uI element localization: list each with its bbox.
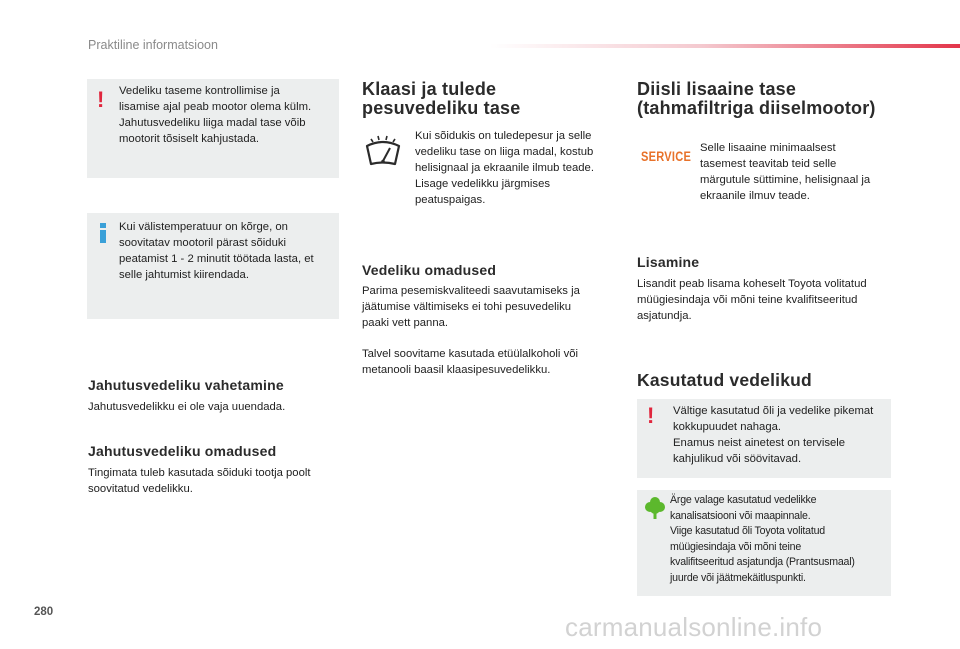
section-heading-coolant-change: Jahutusvedeliku vahetamine [88,377,284,393]
text-line: kahjulikud või söövitavad. [673,453,802,465]
warning-text [673,403,887,467]
info-text [119,219,335,283]
text-line: Lisandit peab lisama koheselt Toyota volitatud [637,278,867,290]
text-line: kvalifitseeritud asjatundja (Prantsusmaal) [670,556,855,569]
windscreen-washer-icon [362,134,404,168]
warning-text [119,83,335,147]
heading-line: Diisli lisaaine tase [637,79,797,99]
warning-icon: ! [647,403,655,428]
paragraph [637,276,897,324]
paragraph [362,346,612,378]
text-line: metanooli baasil klaasipesuvedelikku. [362,364,551,376]
text-line: peatamist 1 - 2 minutit töötada lasta, et [119,253,314,265]
info-icon [99,223,107,243]
paragraph [88,399,338,415]
text-line: Vedeliku taseme kontrollimise ja [119,85,280,97]
paragraph [88,465,338,497]
text-line: Talvel soovitame kasutada etüülalkoholi või [362,348,579,360]
warning-box-coolant [87,79,339,178]
text-line: soovitatud vedelikku. [88,483,193,495]
service-text [700,140,890,204]
text-line: peatuspaigas. [415,194,486,206]
text-line: kokkupuudet nahaga. [673,421,782,433]
text-line: helisignaal ja ekraanile ilmub teade. [415,162,594,174]
section-heading-fluid-properties: Vedeliku omadused [362,262,497,278]
section-heading-diesel-additive [637,80,927,118]
text-line: mootorit tõsiselt kahjustada. [119,133,260,145]
section-title: Praktiline informatsioon [88,38,218,52]
heading-line: (tahmafiltriga diiselmootor) [637,98,876,118]
eco-text [670,493,888,587]
header-accent-bar [490,44,960,48]
section-heading-coolant-properties: Jahutusvedeliku omadused [88,443,277,459]
tree-icon [645,496,665,520]
text-line: Jahutusvedelikku ei ole vaja uuendada. [88,401,286,413]
service-warning-icon: SERVICE [641,149,692,164]
text-line: Selle lisaaine minimaalsest [700,142,836,154]
paragraph [362,283,612,331]
section-heading-adding: Lisamine [637,254,700,270]
text-line: Enamus neist ainetest on tervisele [673,437,846,449]
text-line: soovitatav mootoril pärast sõiduki [119,237,287,249]
warning-icon: ! [97,87,105,112]
text-line: ekraanile ilmuv teade. [700,190,810,202]
text-line: Jahutusvedeliku liiga madal tase võib [119,117,306,129]
text-line: Viige kasutatud õli Toyota volitatud [670,525,825,538]
text-line: müügiesindaja või mõni teine [670,540,802,553]
text-line: Tingimata tuleb kasutada sõiduki tootja poolt [88,467,311,479]
text-line: juurde või jäätmekäitluspunkti. [670,571,806,584]
text-line: Lisage vedelikku järgmises [415,178,550,190]
text-line: Parima pesemiskvaliteedi saavutamiseks ja [362,285,580,297]
heading-line: pesuvedeliku tase [362,98,521,118]
text-line: selle jahtumist kiirendada. [119,269,249,281]
text-line: vedeliku tase on liiga madal, kostub [415,146,594,158]
text-line: Kui välistemperatuur on kõrge, on [119,221,288,233]
text-line: müügiesindaja või mõni teine kvalifitseeritud [637,294,858,306]
text-line: tasemest teavitab teid selle [700,158,837,170]
text-line: Ärge valage kasutatud vedelikke [670,494,817,506]
text-line: märgutule süttimine, helisignaal ja [700,174,871,186]
warning-box-used-fluids [637,399,891,478]
watermark: carmanualsonline.info [565,612,823,642]
text-line: paaki vett panna. [362,317,449,329]
text-line: Kui sõidukis on tuledepesur ja selle [415,130,592,142]
text-line: asjatundja. [637,310,692,322]
text-line: lisamise ajal peab mootor olema külm. [119,101,312,113]
text-line: jäätumise vältimiseks ei tohi pesuvedeliku [362,301,572,313]
text-line: Vältige kasutatud õli ja vedelike pikemat [673,405,874,417]
section-heading-washer-fluid [362,80,612,118]
section-heading-used-fluids: Kasutatud vedelikud [637,370,812,390]
text-line: kanalisatsiooni või maapinnale. [670,509,811,522]
heading-line: Klaasi ja tulede [362,79,497,99]
washer-icon-text [415,128,611,208]
page-number: 280 [34,606,54,618]
eco-box-disposal [637,490,891,596]
info-box-cooldown [87,213,339,319]
